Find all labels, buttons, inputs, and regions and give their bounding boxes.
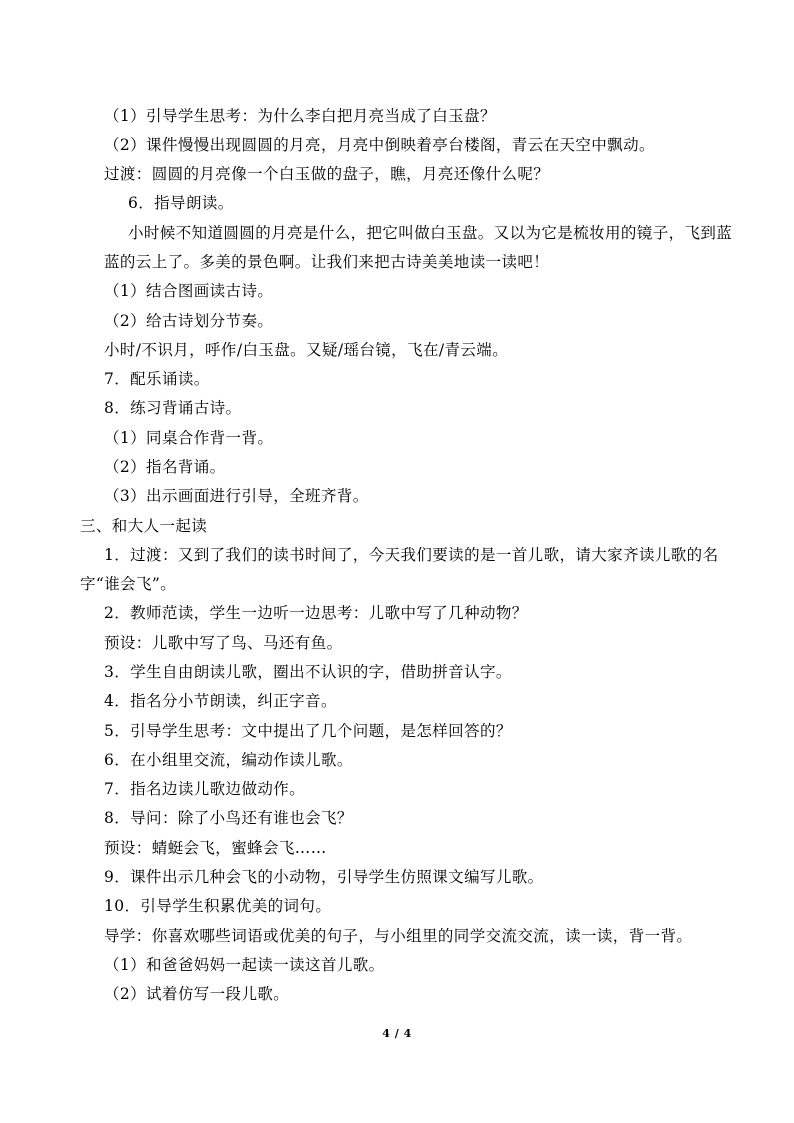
text-line: 4．指名分小节朗读，纠正字音。 bbox=[104, 692, 337, 710]
text-line: 2．教师范读，学生一边听一边思考：儿歌中写了几种动物？ bbox=[104, 604, 528, 622]
text-line: 导学：你喜欢哪些词语或优美的句子，与小组里的同学交流交流，读一读，背一背。 bbox=[104, 927, 693, 945]
text-line: （1）结合图画读古诗。 bbox=[104, 282, 274, 300]
text-line: 9．课件出示几种会飞的小动物，引导学生仿照课文编写儿歌。 bbox=[104, 868, 544, 886]
text-line: 7．配乐诵读。 bbox=[104, 370, 210, 388]
text-line: （1）同桌合作背一背。 bbox=[104, 429, 274, 447]
text-line: 5．引导学生思考：文中提出了几个问题，是怎样回答的？ bbox=[104, 722, 512, 740]
text-line: 蓝的云上了。多美的景色啊。让我们来把古诗美美地读一读吧！ bbox=[104, 253, 550, 271]
text-line: 6．在小组里交流，编动作读儿歌。 bbox=[104, 751, 353, 769]
text-line: （3）出示画面进行引导，全班齐背。 bbox=[104, 487, 369, 505]
page-number: 4 / 4 bbox=[382, 1027, 412, 1040]
text-line: 字“谁会飞”。 bbox=[80, 575, 177, 593]
text-line: （1）和爸爸妈妈一起读一读这首儿歌。 bbox=[104, 956, 385, 974]
text-line: （2）给古诗划分节奏。 bbox=[104, 312, 274, 330]
text-line: 小时/不识月，呼作/白玉盘。又疑/瑶台镜，飞在/青云端。 bbox=[104, 341, 509, 359]
text-line: （2）指名背诵。 bbox=[104, 458, 226, 476]
text-line: 3．学生自由朗读儿歌，圈出不认识的字，借助拼音认字。 bbox=[104, 663, 512, 681]
text-line: 1．过渡：又到了我们的读书时间了，今天我们要读的是一首儿歌，请大家齐读儿歌的名 bbox=[104, 546, 719, 564]
text-line: 8．导问：除了小鸟还有谁也会飞？ bbox=[104, 809, 353, 827]
text-line: 过渡：圆圆的月亮像一个白玉做的盘子，瞧，月亮还像什么呢？ bbox=[104, 165, 550, 183]
text-line: （2）课件慢慢出现圆圆的月亮，月亮中倒映着亭台楼阁，青云在天空中飘动。 bbox=[104, 136, 655, 154]
text-line: 小时候不知道圆圆的月亮是什么，把它叫做白玉盘。又以为它是梳妆用的镜子，飞到蓝 bbox=[128, 224, 733, 242]
text-line: （1）引导学生思考：为什么李白把月亮当成了白玉盘？ bbox=[104, 107, 496, 125]
text-line: 8．练习背诵古诗。 bbox=[104, 399, 242, 417]
text-line: 6．指导朗读。 bbox=[128, 194, 234, 212]
text-line: 预设：儿歌中写了鸟、马还有鱼。 bbox=[104, 634, 343, 652]
text-line: 7．指名边读儿歌边做动作。 bbox=[104, 780, 306, 798]
text-line: 10．引导学生积累优美的词句。 bbox=[104, 897, 332, 915]
text-line: （2）试着仿写一段儿歌。 bbox=[104, 985, 290, 1003]
section-heading: 三、和大人一起读 bbox=[80, 517, 208, 535]
text-line: 预设：蜻蜓会飞，蜜蜂会飞…… bbox=[104, 839, 327, 857]
